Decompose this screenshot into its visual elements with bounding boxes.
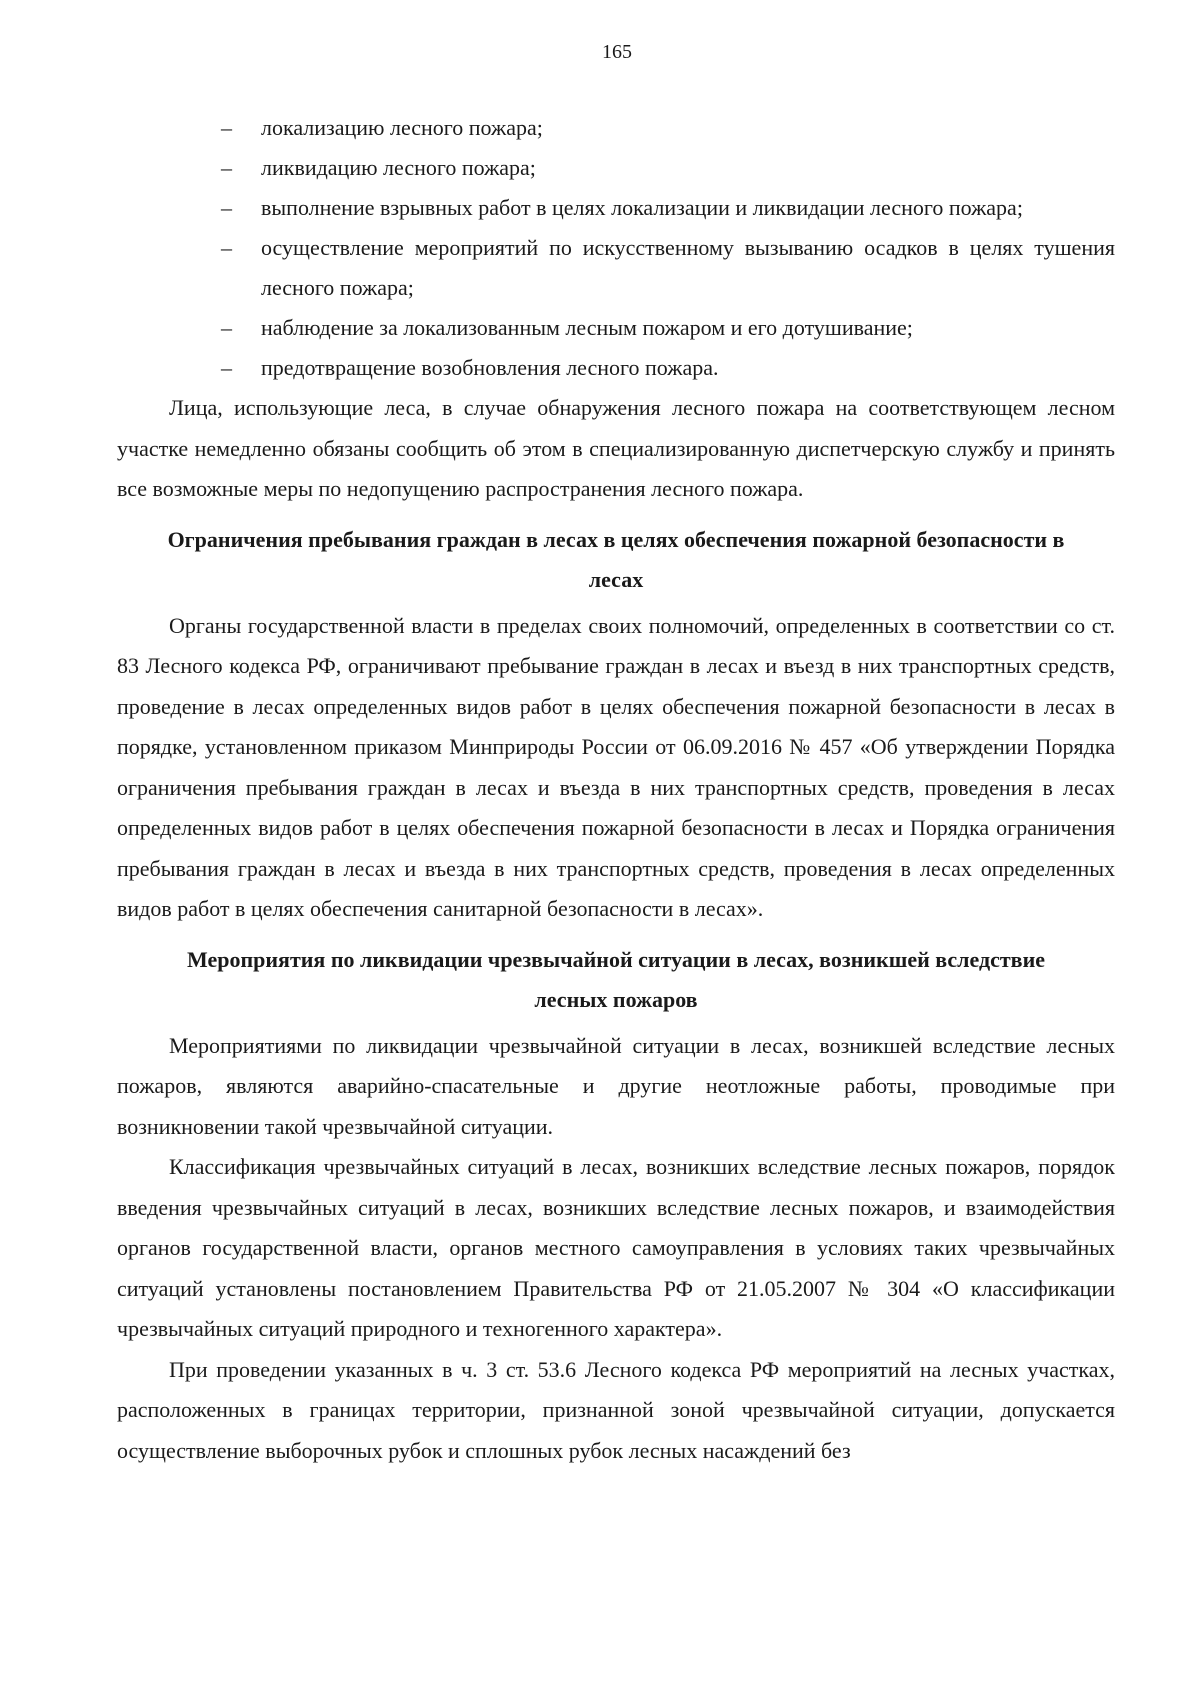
- paragraph-forest-users-duty: Лица, использующие леса, в случае обнаружения лесного пожара на соответствующем лесном участке немедленно обязаны сообщить об этом в специализированную диспетчерскую службу и принять все возможные меры по недопущению распространения лесного пожара.: [117, 395, 1115, 501]
- paragraph-restrictions: Органы государственной власти в пределах своих полномочий, определенных в соответствии со ст. 83 Лесного кодекса РФ, ограничивают пребывание граждан в лесах и въезд в них транспортных средств, проведение в лесах определенных видов работ в целях обеспечения пожарной безопасности в лесах в порядке, установленном приказом Минприроды России от 06.09.2016 № 457 «Об утверждении Порядка ограничения пребывания граждан в лесах и въезда в них транспортных средств, проведения в лесах определенных видов работ в целях обеспечения пожарной безопасности в лесах и Порядка ограничения пребывания граждан в лесах и въезда в них транспортных средств, проведения в лесах определенных видов работ в целях обеспечения санитарной безопасности в лесах».: [117, 612, 1115, 921]
- dash-bullet: –: [221, 155, 232, 180]
- list-item: [117, 108, 1115, 148]
- paragraph-logging-in-emergency-zone: При проведении указанных в ч. 3 ст. 53.6 Лесного кодекса РФ мероприятий на лесных участках, расположенных в границах территории, признанной зоной чрезвычайной ситуации, допускается осуществление выборочных рубок и сплошных рубок лесных насаждений без: [117, 1356, 1115, 1463]
- list-item-text: осуществление мероприятий по искусственному вызыванию осадков в целях тушения лесного пожара;: [261, 235, 1115, 300]
- list-item-text: выполнение взрывных работ в целях локализации и ликвидации лесного пожара;: [261, 195, 1023, 220]
- list-item-text: ликвидацию лесного пожара;: [261, 155, 536, 180]
- list-item: [117, 308, 1115, 348]
- page-body: [117, 108, 1115, 1471]
- list-item: [117, 188, 1115, 228]
- page-number: 165: [602, 41, 632, 63]
- list-item: [117, 228, 1115, 308]
- dash-bullet: –: [221, 315, 232, 340]
- dash-bullet: –: [221, 195, 232, 220]
- paragraph-classification: Классификация чрезвычайных ситуаций в лесах, возникших вследствие лесных пожаров, порядок введения чрезвычайных ситуаций в лесах, возникших вследствие лесных пожаров, и взаимодействия органов государственной власти, органов местного самоуправления в условиях таких чрезвычайных ситуаций установлены постановлением Правительства РФ от 21.05.2007 № 304 «О классификации чрезвычайных ситуаций природного и техногенного характера».: [117, 1154, 1115, 1341]
- list-item-text: локализацию лесного пожара;: [261, 115, 543, 140]
- dash-list: [117, 108, 1115, 388]
- section-heading-emergency-measures: Мероприятия по ликвидации чрезвычайной ситуации в лесах, возникшей вследствие лесных пожаров: [186, 946, 1046, 1012]
- paragraph-emergency-measures: Мероприятиями по ликвидации чрезвычайной ситуации в лесах, возникшей вследствие лесных пожаров, являются аварийно-спасательные и другие неотложные работы, проводимые при возникновении такой чрезвычайной ситуации.: [117, 1032, 1115, 1139]
- list-item-text: наблюдение за локализованным лесным пожаром и его дотушивание;: [261, 315, 913, 340]
- list-item-text: предотвращение возобновления лесного пожара.: [261, 355, 719, 380]
- list-item: [117, 148, 1115, 188]
- list-item: [117, 348, 1115, 388]
- dash-bullet: –: [221, 355, 232, 380]
- dash-bullet: –: [221, 235, 232, 260]
- section-heading-restrictions: Ограничения пребывания граждан в лесах в целях обеспечения пожарной безопасности в лесах: [167, 526, 1065, 592]
- dash-bullet: –: [221, 115, 232, 140]
